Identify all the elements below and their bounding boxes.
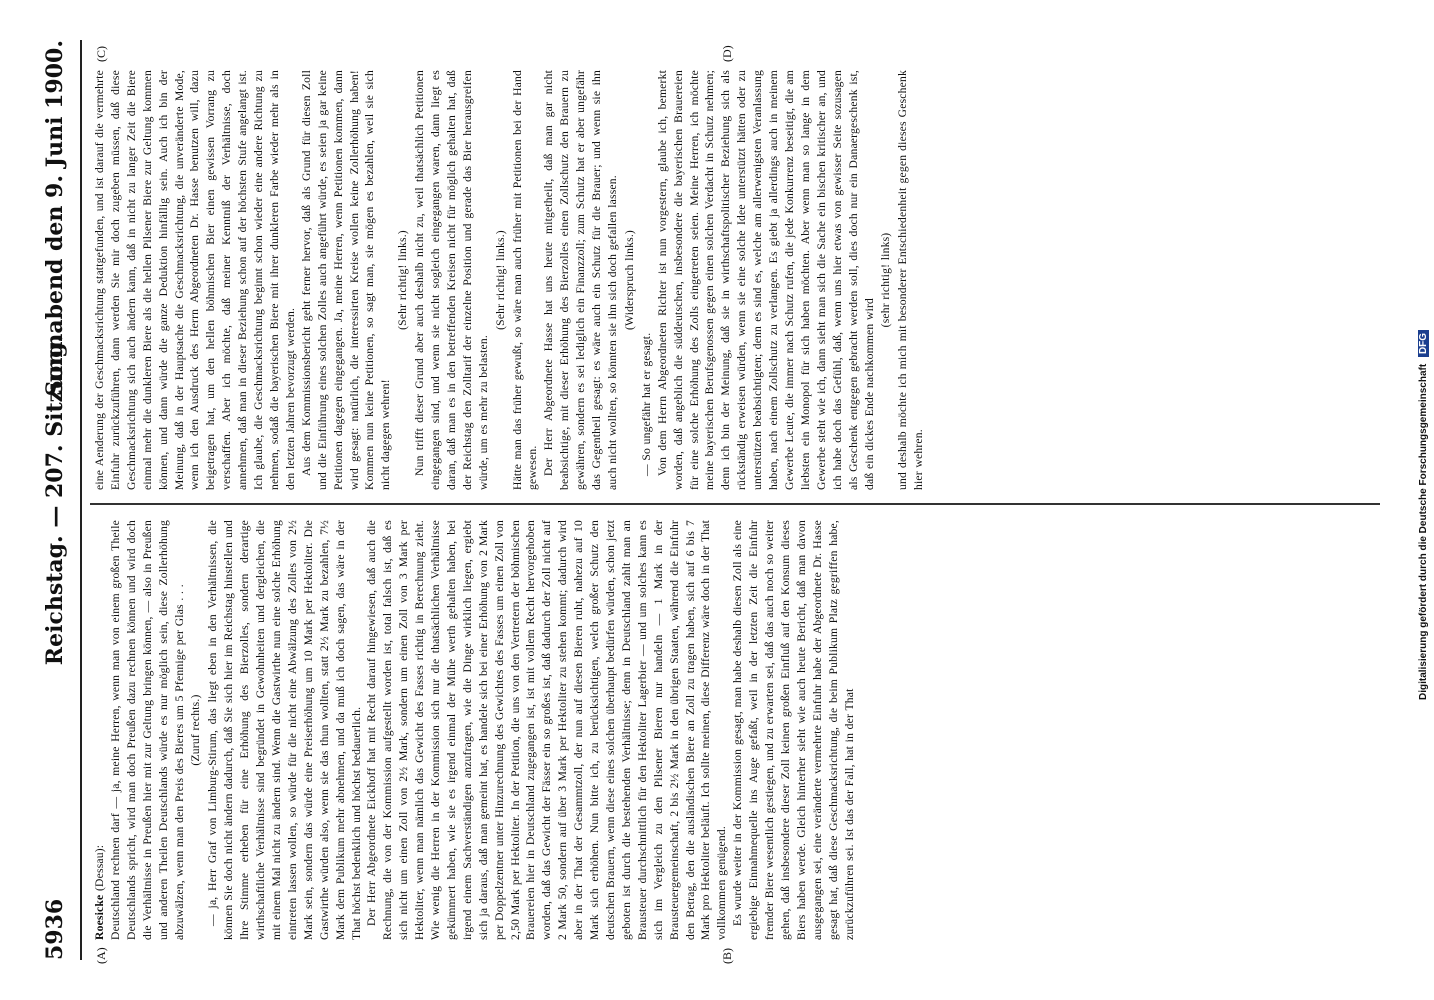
margin-marker-d: (D) [720, 45, 734, 62]
speaker-name: Roesicke [93, 894, 106, 940]
paragraph: Nun trifft dieser Grund aber auch deshalb nicht zu, weil thatsächlich Petitionen eingegangen sind, und wenn sie nicht sogleich eingegangen waren, dann liegt es daran, daß man es in den betreffenden Kreisen nicht für möglich gehalten hat, daß der Reichstag den Zolltarif der einzelne Position und gerade das Bier herausgreifen würde, um es mehr zu belasten. [413, 70, 490, 490]
session-title: Reichstag. — 207. Sitzung. [42, 334, 68, 666]
speaker-note: (Dessau): [93, 844, 106, 891]
dfg-logo: DFG [1418, 330, 1429, 357]
left-column [92, 520, 858, 940]
paragraph: Aus dem Kommissionsbericht geht ferner hervor, daß als Grund für diesen Zoll und die Einführung eines solchen Zolles auch angeführt würde, es seien ja gar keine Petitionen dagegen eingegangen. Ja, meine Herren, wenn Petitionen kommen, dann wird gesagt: natürlich, die interessirten Kreise wollen keine Zollerhöhung haben! Kommen nun keine Petitionen, so sagt man, sie mögen es bezahlen, weil sie sich nicht dagegen wehren! [299, 70, 393, 490]
paragraph: — So ungefähr hat er gesagt. [639, 332, 653, 476]
session-date: Sonnabend den 9. Juni 1900. [42, 40, 68, 397]
paragraph: und deshalb möchte ich mich mit besonderer Entschiedenheit gegen dieses Geschenk hier wehren. [896, 70, 926, 490]
paragraph: Hätte man das früher gewußt, so wäre man auch früher mit Petitionen bei der Hand gewesen. [510, 70, 540, 490]
paragraph: — ja, Herr Graf von Limburg-Stirum, das liegt eben in den Verhältnissen, die können Sie doch nicht ändern dadurch, daß Sie sich hier im Reichstag hinstellen und Ihre Stimme erheben für eine Erhöhung des Bierzolles, sondern derartige wirthschaftliche Verhältnisse sind begründet in Gewohnheiten und dergleichen, die mit einem Mal nicht zu ändern sind. Wenn die Gastwirthe nun eine solche Erhöhung eintreten lassen wollen, so würde für die nicht eine Abwälzung des Zolles von 2½ Mark sein, sondern das würde eine Preiserhöhung um 10 Mark per Hektoliter. Die Gastwirthe würden also, wenn sie das thun wollten, statt 2½ Mark zu bezahlen, 7½ Mark dem Publikum mehr abnehmen, und da muß ich doch sagen, das wäre in der That höchst bedenklich und höchst bedauerlich. [206, 520, 363, 940]
interjection: (Zuruf rechts.) [189, 694, 203, 766]
paragraph: Der Herr Abgeordnete Eickhoff hat mit Recht darauf hingewiesen, daß auch die Rechnung, die von der Kommission aufgestellt worden ist, total falsch ist, daß es sich nicht um einen Zoll von 2½ Mark, sondern um einen Zoll von 3 Mark per Hektoliter, wenn man nämlich das Gewicht des Fasses richtig in Berechnung zieht. Wie wenig die Herren in der Kommission sich nur die thatsächlichen Verhältnisse gekümmert haben, wie sie es irgend einmal der Mühe werth gehalten haben, bei irgend einem Sachverständigen anzufragen, wie die Dinge wirklich liegen, ergiebt sich ja daraus, daß man gemeint hat, es handele sich bei einer Erhöhung von 2 Mark per Doppelzentner unter Hinzurechnung des Gewichtes des Fasses um einen Zoll von 2,50 Mark per Hektoliter. In der Petition, die uns von den Vertretern der böhmischen Brauereien hier in Deutschland zugegangen ist, ist mit vollem Recht hervorgehoben worden, daß das Gewicht der Fässer ein so großes ist, daß dadurch der Zoll nicht auf 2 Mark 50, sondern auf über 3 Mark per Hektoliter zu stehen kommt; dadurch wird aber in der That der Gesammtzoll, der nun auf diesen Bieren ruht, nahezu auf 10 Mark sich erhöhen. Nun bitte ich, zu berücksichtigen, welch großer Schutz den deutschen Brauern, wenn diese eines solchen überhaupt bedürfen würden, schon jetzt geboten ist durch die bestehenden Verhältnisse; denn in Deutschland zahlt man an Brausteuer durchschnittlich für den Hektoliter Lagerbier — und um solches kann es sich im Vergleich zu den Pilsener Bieren nur handeln — 1 Mark in der Brausteuergemeinschaft, 2 bis 2½ Mark in den übrigen Staaten, während die Einfuhr den Betrag, den die ausländischen Biere an Zoll zu tragen haben, sich auf 6 bis 7 Mark pro Hektoliter beläuft. Ich sollte meinen, diese Differenz wäre doch in der That vollkommen genügend. [365, 520, 729, 940]
interjection: (sehr richtig! links) [879, 232, 893, 328]
page-number: 5936 [42, 898, 68, 960]
page-header [38, 40, 72, 960]
speaker-line [92, 520, 108, 940]
paragraph: eine Aenderung der Geschmacksrichtung stattgefunden, und ist darauf die vermehrte Einfuhr zurückzuführen, dann werden Sie mir doch zugeben müssen, daß diese Geschmacksrichtung sich auch ändern kann, daß in nicht zu langer Zeit die Biere einmal mehr die dunkleren Biere als die hellen Pilsener Biere zur Geltung kommen können, und dann würde die ganze Deduktion hinfällig sein. Auch ich bin der Meinung, daß in der Hauptsache die Geschmacksrichtung, die unveränderte Mode, wenn ich den Ausdruck des Herrn Abgeordneten Dr. Hasse benutzen will, dazu beigetragen hat, um den hellen böhmischen Bier einen gewissen Vorrang zu verschaffen. Aber ich möchte, daß meiner Kenntniß der Verhältnisse, doch annehmen, daß man in dieser Beziehung schon auf der höchsten Stufe angelangt ist. Ich glaube, die Geschmacksrichtung beginnt schon wieder eine andere Richtung zu nehmen, sodaß die bayerischen Biere mit ihrer dunkleren Farbe wieder mehr als in den letzten Jahren bevorzugt werden. [93, 70, 297, 490]
digitization-footer [1418, 0, 1434, 1000]
column-divider [90, 503, 1380, 505]
margin-marker-c: (C) [94, 46, 108, 62]
interjection: (Sehr richtig! links.) [493, 230, 507, 330]
right-column [92, 70, 927, 490]
paragraph: Der Herr Abgeordnete Hasse hat uns heute mitgetheilt, daß man gar nicht beabsichtige, mit dieser Erhöhung des Bierzolles einen Zollschutz den Brauern zu gewähren, sondern es sei lediglich ein Finanzzoll; zum Schutz hat er aber ungefähr das Gegentheil gesagt: es wäre auch ein Schutz für die Brauer; und wenn sie ihn auch nicht wollten, so könnten sie ihn sich doch gefallen lassen. [542, 70, 619, 490]
interjection: (Sehr richtig! links.) [396, 230, 410, 330]
margin-marker-a: (A) [94, 947, 108, 964]
digitization-note: Digitalisierung gefördert durch die Deutsche Forschungsgemeinschaft [1418, 363, 1429, 700]
interjection: (Widerspruch links.) [622, 230, 636, 330]
margin-marker-b: (B) [720, 948, 734, 964]
header-rule [80, 40, 82, 960]
paragraph: Deutschland rechnen darf — ja, meine Herren, wenn man von einem großen Theile Deutschlands spricht, wird man doch Preußen dazu rechnen können und wird doch die Verhältnisse in Preußen hier mit zur Geltung bringen können, — also in Preußen und anderen Theilen Deutschlands würde es nur möglich sein, diese Zollerhöhung abzuwälzen, wenn man den Preis des Bieres um 5 Pfennige per Glas . . . [108, 520, 186, 940]
paragraph: Es wurde weiter in der Kommission gesagt, man habe deshalb diesen Zoll als eine ergiebige Einnahmequelle ins Auge gefaßt, weil in der letzten Zeit die Einfuhr fremder Biere wesentlich gestiegen, und zu erwarten sei, daß das auch noch so weiter gehen, daß insbesondere dieser Zoll keinen großen Einfluß auf den Konsum dieses Biers haben werde. Gleich hinterher sieht wie auch heute Bericht, daß man davon ausgegangen sei, eine veränderte vermehrte Einfuhr habe der Abgeordnete Dr. Hasse gesagt hat, daß diese Geschmacksrichtung, die beim Publikum Platz gegriffen habe, zurückzuführen sei. Ist das der Fall, hat in der That [731, 520, 856, 940]
paragraph: Von dem Herrn Abgeordneten Richter ist nun vorgestern, glaube ich, bemerkt worden, daß angeblich die süddeutschen, insbesondere die bayerischen Brauereien für eine solche Erhöhung des Zolls eingetreten seien. Meine Herren, ich möchte meine bayerischen Berufsgenossen gegen einen solchen Verdacht in Schutz nehmen; denn ich bin der Meinung, daß sie in wirthschaftspolitischer Beziehung sich als rückständig erweisen würden, wenn sie eine solche Idee unterstützt hätten oder zu unterstützen beabsichtigten; denn es sind es, welche am allerwenigsten Veranlassung haben, nach einem Zollschutz zu verlangen. Es giebt ja allerdings auch in meinem Gewerbe Leute, die immer nach Schutz rufen, die jede Konkurrenz beseitigt, die am liebsten ein Monopol für sich haben möchten. Aber wenn man so lange in dem Gewerbe steht wie ich, dann sieht man sich die Sache ein bischen kritischer an, und ich habe doch das Gefühl, daß, wenn uns hier etwas von gewisser Seite sozusagen als Geschenk entgegen gebracht werden soll, dies doch nur ein Danaergeschenk ist, daß ein dickes Ende nachkommen wird [655, 70, 876, 490]
